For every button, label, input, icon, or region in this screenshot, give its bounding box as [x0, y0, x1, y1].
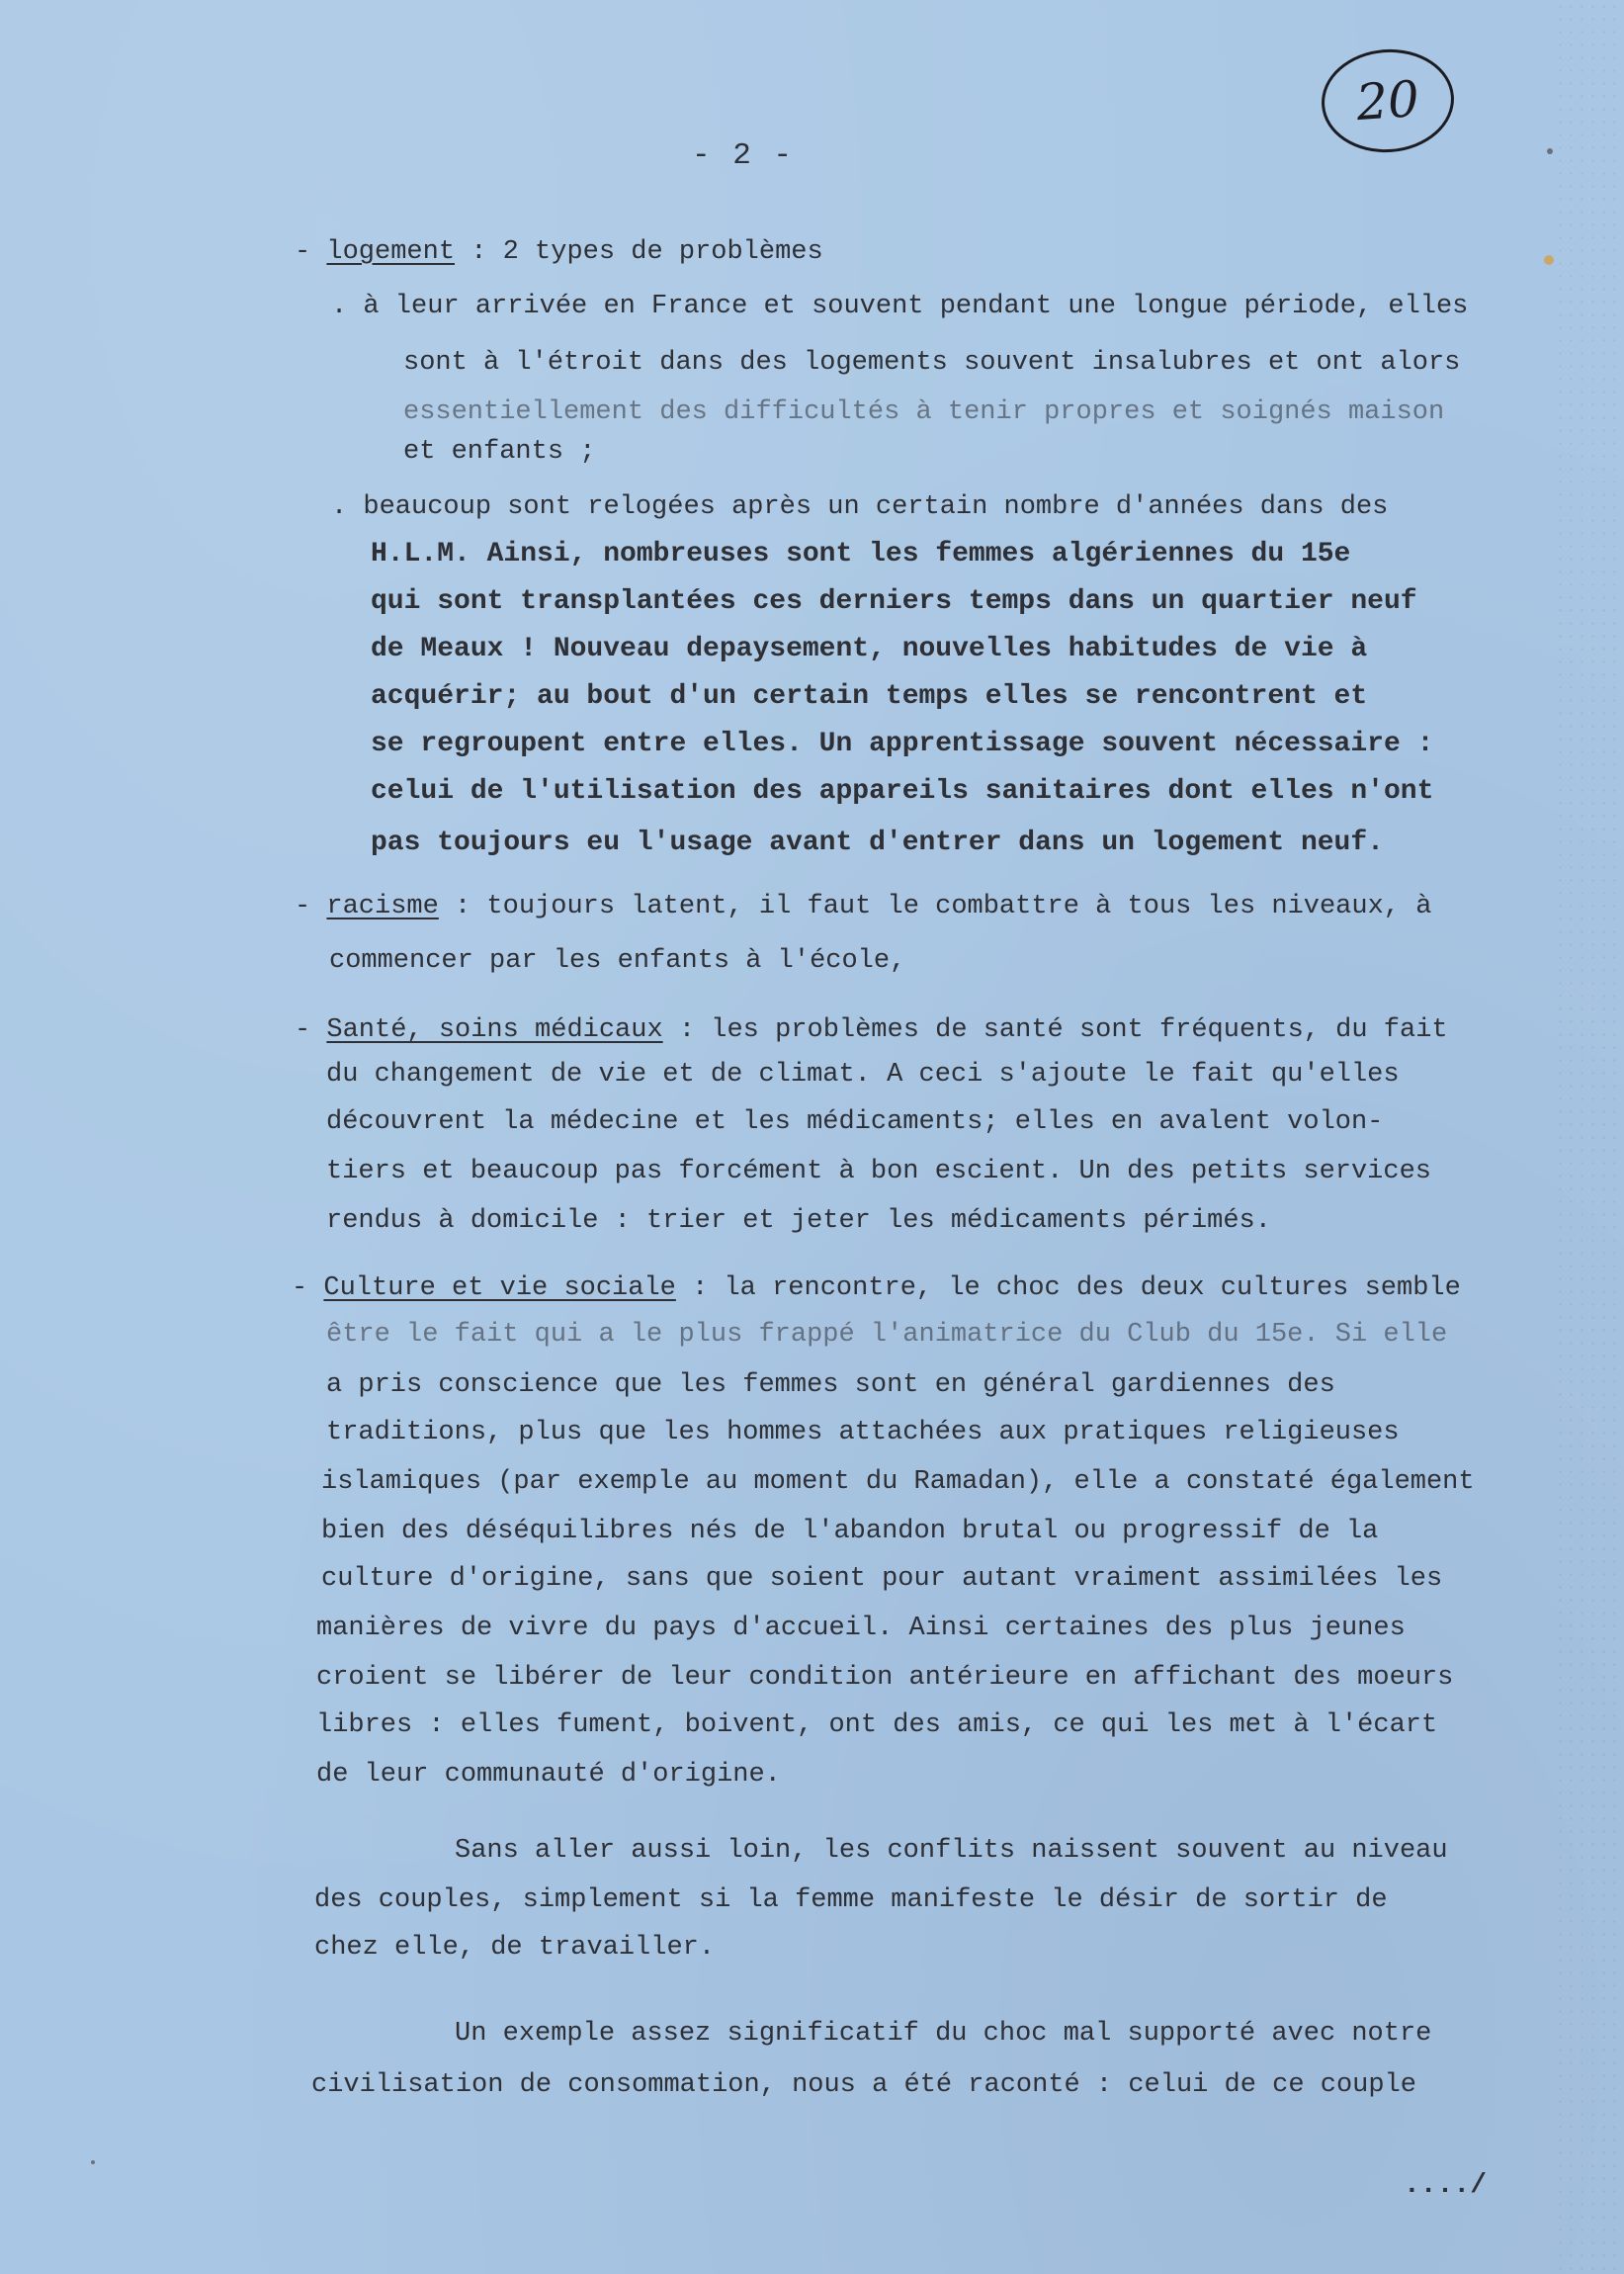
section-intro-logement: : 2 types de problèmes [455, 237, 823, 267]
section-sante-heading [295, 1013, 1448, 1047]
section-racisme-heading [295, 890, 1431, 923]
logement-line: et enfants ; [403, 437, 596, 467]
paragraph-line: chez elle, de travailler. [314, 1933, 716, 1963]
circled-page-number-stamp [1319, 44, 1458, 156]
culture-line: traditions, plus que les hommes attachées aux pratiques religieuses [326, 1418, 1400, 1447]
paper-spot [91, 2160, 95, 2164]
logement-line: essentiellement des difficultés à tenir propres et soignés maison [403, 397, 1445, 427]
dash: - [292, 1273, 308, 1303]
stamp-number: 20 [1354, 69, 1421, 132]
sante-line: tiers et beaucoup pas forcément à bon escient. Un des petits services [326, 1157, 1431, 1186]
logement-bold-line: qui sont transplantées ces derniers temps dans un quartier neuf [371, 586, 1417, 617]
sante-line: du changement de vie et de climat. A ceci s'ajoute le fait qu'elles [326, 1060, 1400, 1090]
dash: - [295, 237, 311, 267]
section-title-racisme: racisme [326, 892, 439, 921]
culture-line: être le fait qui a le plus frappé l'animatrice du Club du 15e. Si elle [326, 1320, 1448, 1350]
culture-line: manières de vivre du pays d'accueil. Ainsi certaines des plus jeunes [316, 1614, 1406, 1643]
culture-line: libres : elles fument, boivent, ont des amis, ce qui les met à l'écart [316, 1710, 1438, 1740]
dash: - [295, 892, 311, 921]
section-intro-culture: : la rencontre, le choc des deux cultures semble [675, 1273, 1461, 1303]
logement-bold-line: se regroupent entre elles. Un apprentissage souvent nécessaire : [371, 729, 1434, 759]
culture-line: a pris conscience que les femmes sont en général gardiennes des [326, 1370, 1335, 1400]
paragraph-line: civilisation de consommation, nous a été raconté : celui de ce couple [311, 2070, 1416, 2100]
paragraph-line: des couples, simplement si la femme manifeste le désir de sortir de [314, 1885, 1388, 1915]
page-header: - 2 - [692, 138, 795, 173]
section-culture-heading [292, 1271, 1461, 1305]
section-title-culture: Culture et vie sociale [323, 1273, 676, 1303]
paper-spot [1544, 255, 1554, 265]
paper-edge-texture [1555, 0, 1624, 2274]
culture-line: islamiques (par exemple au moment du Ramadan), elle a constaté également [321, 1467, 1475, 1497]
sante-line: découvrent la médecine et les médicaments; elles en avalent volon- [326, 1107, 1384, 1137]
paragraph-line: Un exemple assez significatif du choc mal supporté avec notre [455, 2019, 1432, 2049]
logement-bold-line: celui de l'utilisation des appareils sanitaires dont elles n'ont [371, 776, 1434, 807]
culture-line: bien des déséquilibres nés de l'abandon brutal ou progressif de la [321, 1517, 1379, 1546]
culture-line: de leur communauté d'origine. [316, 1760, 781, 1790]
sante-line: rendus à domicile : trier et jeter les médicaments périmés. [326, 1206, 1271, 1236]
logement-bold-line: acquérir; au bout d'un certain temps elles se rencontrent et [371, 681, 1368, 712]
logement-bold-line: de Meaux ! Nouveau depaysement, nouvelles habitudes de vie à [371, 634, 1368, 664]
dash: - [295, 1015, 311, 1045]
paper-spot [1547, 148, 1553, 154]
racisme-line: commencer par les enfants à l'école, [329, 946, 906, 976]
paragraph-line: Sans aller aussi loin, les conflits naissent souvent au niveau [455, 1836, 1448, 1866]
section-intro-racisme: : toujours latent, il faut le combattre à tous les niveaux, à [438, 892, 1432, 921]
section-title-sante: Santé, soins médicaux [326, 1015, 663, 1045]
logement-line: . beaucoup sont relogées après un certain nombre d'années dans des [331, 492, 1389, 522]
continuation-mark: ..../ [1404, 2170, 1488, 2201]
culture-line: culture d'origine, sans que soient pour autant vraiment assimilées les [321, 1564, 1443, 1594]
section-intro-sante: : les problèmes de santé sont fréquents, du fait [662, 1015, 1448, 1045]
logement-line: . à leur arrivée en France et souvent pendant une longue période, elles [331, 292, 1469, 321]
section-title-logement: logement [326, 237, 456, 267]
logement-bold-line: pas toujours eu l'usage avant d'entrer dans un logement neuf. [371, 828, 1384, 858]
logement-bold-line: H.L.M. Ainsi, nombreuses sont les femmes algériennes du 15e [371, 539, 1351, 569]
logement-line: sont à l'étroit dans des logements souvent insalubres et ont alors [403, 348, 1461, 378]
section-logement-heading [295, 235, 823, 269]
culture-line: croient se libérer de leur condition antérieure en affichant des moeurs [316, 1663, 1454, 1693]
